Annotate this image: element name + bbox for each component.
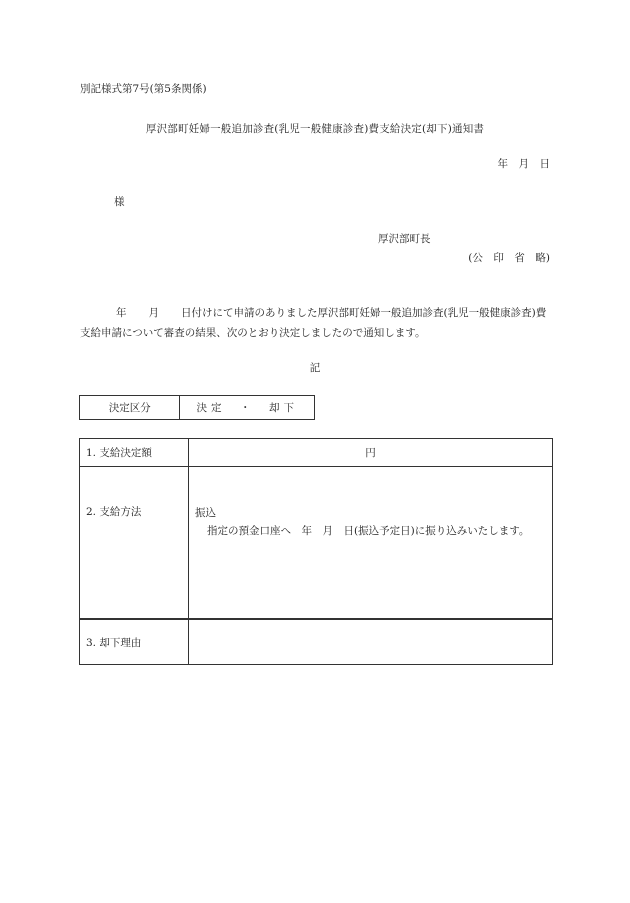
table-row xyxy=(80,439,553,467)
body-month: 月 xyxy=(148,307,159,319)
reason-value xyxy=(189,619,553,665)
ki-heading: 記 xyxy=(309,362,321,374)
amount-label: 1. 支給決定額 xyxy=(80,439,189,467)
decision-value: 決定 ・ 却下 xyxy=(180,396,315,420)
table-row xyxy=(80,619,553,665)
document-title: 厚沢部町妊婦一般追加診査(乳児一般健康診査)費支給決定(却下)通知書 xyxy=(145,123,485,135)
decision-table xyxy=(79,395,315,420)
form-number: 別記様式第7号(第5条関係) xyxy=(80,83,207,95)
details-table xyxy=(79,438,553,665)
method-title: 振込 xyxy=(195,507,216,519)
addressee: 様 xyxy=(114,196,125,208)
method-detail: 指定の預金口座へ 年 月 日(振込予定日)に振り込みいたします。 xyxy=(207,525,530,537)
table-row xyxy=(80,467,553,620)
method-content xyxy=(189,467,553,620)
reason-label: 3. 却下理由 xyxy=(80,619,189,665)
body-text: 日付けにて申請のありました厚沢部町妊婦一般追加診査(乳児一般健康診査)費支給申請について審査の結果、次のとおり決定しましたので通知します。 xyxy=(80,307,547,339)
decision-label: 決定区分 xyxy=(80,396,180,420)
body-year: 年 xyxy=(116,307,127,319)
issuer: 厚沢部町長 xyxy=(378,233,431,245)
method-label: 2. 支給方法 xyxy=(80,467,189,620)
seal-omitted-note: (公 印 省 略) xyxy=(468,252,550,264)
issue-date: 年 月 日 xyxy=(497,158,550,170)
notification-body xyxy=(80,303,552,343)
amount-value: 円 xyxy=(189,439,553,467)
